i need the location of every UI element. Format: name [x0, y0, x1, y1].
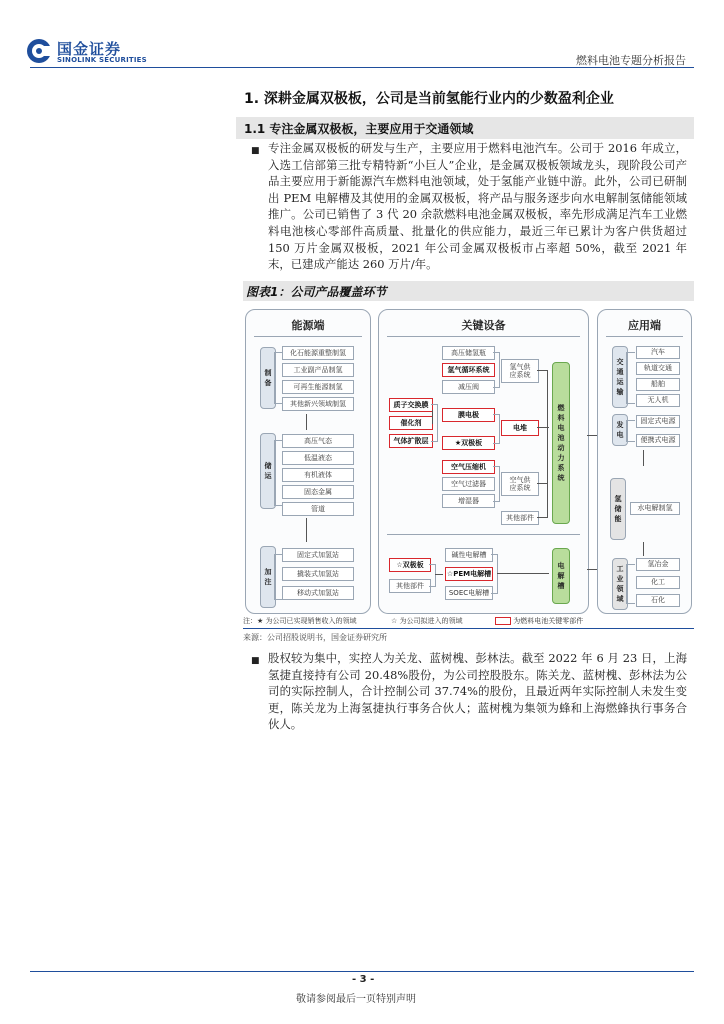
bop-air-item: 空气过滤器 [442, 477, 495, 491]
energy-storage-item: 固态金属 [282, 485, 354, 499]
alkaline-electrolyzer: 碱性电解槽 [445, 548, 493, 562]
product-coverage-diagram [243, 305, 694, 625]
legend-solid-star: 注：★ 为公司已实现销售收入的领域 [243, 617, 357, 625]
electrolyzer-other-parts: 其他部件 [389, 579, 431, 593]
key-equipment-panel [378, 309, 589, 614]
stack-part-membrane: 质子交换膜 [389, 398, 433, 412]
logo-text-cn: 国金证券 [57, 40, 122, 58]
pem-electrolyzer: ☆PEM电解槽 [445, 567, 493, 581]
energy-panel-title: 能源端 [291, 319, 325, 332]
energy-refuel-item: 撬装式加氢站 [282, 567, 354, 581]
industry-label: 工业领域 [612, 558, 628, 610]
energy-storage-item: 低温液态 [282, 451, 354, 465]
power-item: 固定式电源 [636, 415, 680, 428]
bop-hydrogen-item: 氢气循环系统 [442, 363, 495, 377]
bop-hydrogen-item: 减压阀 [442, 380, 495, 394]
energy-production-item: 可再生能源制氢 [282, 380, 354, 394]
electrolyzer-bipolar-plate: ☆双极板 [389, 558, 431, 572]
key-panel-title: 关键设备 [461, 319, 506, 332]
h2-storage-item: 水电解制氢 [630, 502, 680, 515]
energy-storage-item: 有机液体 [282, 468, 354, 482]
transport-item: 轨道交通 [636, 362, 680, 375]
mea-box: 膜电极 [442, 408, 495, 422]
power-item: 便携式电源 [636, 434, 680, 447]
energy-production-item: 其他新兴领域制氢 [282, 397, 354, 411]
bop-air-item: 空气压缩机 [442, 460, 495, 474]
stack-part-catalyst: 催化剂 [389, 416, 433, 430]
fc-power-system: 燃料电池动力系统 [552, 362, 570, 524]
energy-panel [245, 309, 371, 614]
bullet-marker: ■ [251, 656, 260, 666]
production-label: 制备 [260, 347, 276, 409]
application-panel [597, 309, 692, 614]
transport-label: 交通运输 [612, 346, 628, 408]
energy-storage-item: 管道 [282, 502, 354, 516]
stack-part-gdl: 气体扩散层 [389, 434, 433, 448]
energy-production-item: 化石能源重整制氢 [282, 346, 354, 360]
footer-disclaimer: 敬请参阅最后一页特别声明 [296, 994, 416, 1005]
other-parts-box: 其他部件 [501, 511, 539, 525]
section-title: 1. 深耕金属双极板，公司是当前氢能行业内的少数盈利企业 [244, 91, 614, 107]
legend-red-box: 为燃料电池关键零部件 [513, 617, 584, 625]
figure-title: 图表1：公司产品覆盖环节 [246, 285, 387, 299]
figure-bottom-divider [243, 628, 694, 629]
industry-item: 化工 [636, 576, 680, 589]
industry-item: 氢冶金 [636, 558, 680, 571]
refuel-label: 加注 [260, 546, 276, 608]
air-supply-system: 空气供应系统 [501, 472, 539, 496]
transport-item: 汽车 [636, 346, 680, 359]
logo-text-en: SINOLINK SECURITIES [57, 56, 147, 64]
report-title: 燃料电池专题分析报告 [576, 54, 686, 67]
energy-refuel-item: 固定式加氢站 [282, 548, 354, 562]
sinolink-logo-icon [26, 38, 52, 64]
header-divider [30, 67, 694, 68]
soec-electrolyzer: SOEC电解槽 [445, 586, 493, 600]
footer-divider [30, 971, 694, 972]
transport-item: 船舶 [636, 378, 680, 391]
h2-storage-label: 氢储能 [610, 478, 626, 540]
energy-refuel-item: 移动式加氢站 [282, 586, 354, 600]
power-label: 发电 [612, 414, 628, 446]
energy-storage-item: 高压气态 [282, 434, 354, 448]
stack-box: 电堆 [501, 420, 539, 436]
energy-production-item: 工业副产品制氢 [282, 363, 354, 377]
storage-label: 储运 [260, 433, 276, 509]
electrolyzer-box: 电解槽 [552, 548, 570, 604]
hydrogen-supply-system: 氢气供应系统 [501, 359, 539, 383]
paragraph-business: 专注金属双极板的研发与生产，主要应用于燃料电池汽车。公司于 2016 年成立，入选工信部第三批专精特新“小巨人”企业，是金属双极板领域龙头，现阶段公司产品主要应用于新能源汽车燃料电池领域，处于氢能产业链中游。此外，公司已研制出 PEM 电解槽及其使用的金属双极板，将产品与服务逐步向水电解制氢储能领域推广。公司已销售了 3 代 20 余款燃料电池金属双极板，率先形成满足汽车工业燃料电池核心零部件高质量、批量化的供应能力，最近三年已累计为客户供货超过 150 万片金属双极板，2021 年公司金属双极板市占率超 50%，截至 2021 年末，已建成产能达 260 万片/年。 [268, 141, 687, 272]
bop-hydrogen-item: 高压储氢瓶 [442, 346, 495, 360]
app-panel-title: 应用端 [628, 319, 661, 332]
legend-red-box-swatch [495, 617, 511, 625]
bullet-marker: ■ [251, 146, 260, 156]
subsection-title: 1.1 专注金属双极板，主要应用于交通领域 [244, 122, 474, 136]
legend-hollow-star: ☆ 为公司拟进入的领域 [390, 617, 463, 625]
diagram-legend [243, 616, 583, 626]
paragraph-ownership: 股权较为集中，实控人为关龙、蓝树槐、彭林法。截至 2022 年 6 月 23 日，上海氢捷直接持有公司 20.48%股份，为公司控股股东。陈关龙、蓝树槐、彭林法为公司的实际控制人，合计控制公司 37.74%的股份，且最近两年实际控制人未发生变更，陈关龙为上海氢捷执行事务合伙人；蓝树槐为集领为蜂和上海燃蜂执行事务合伙人。 [268, 651, 687, 732]
bop-air-item: 增湿器 [442, 494, 495, 508]
bipolar-plate-box: ★双极板 [442, 436, 495, 450]
transport-item: 无人机 [636, 394, 680, 407]
page-number: - 3 - [352, 974, 375, 985]
figure-source: 来源：公司招股说明书，国金证券研究所 [243, 633, 387, 642]
industry-item: 石化 [636, 594, 680, 607]
